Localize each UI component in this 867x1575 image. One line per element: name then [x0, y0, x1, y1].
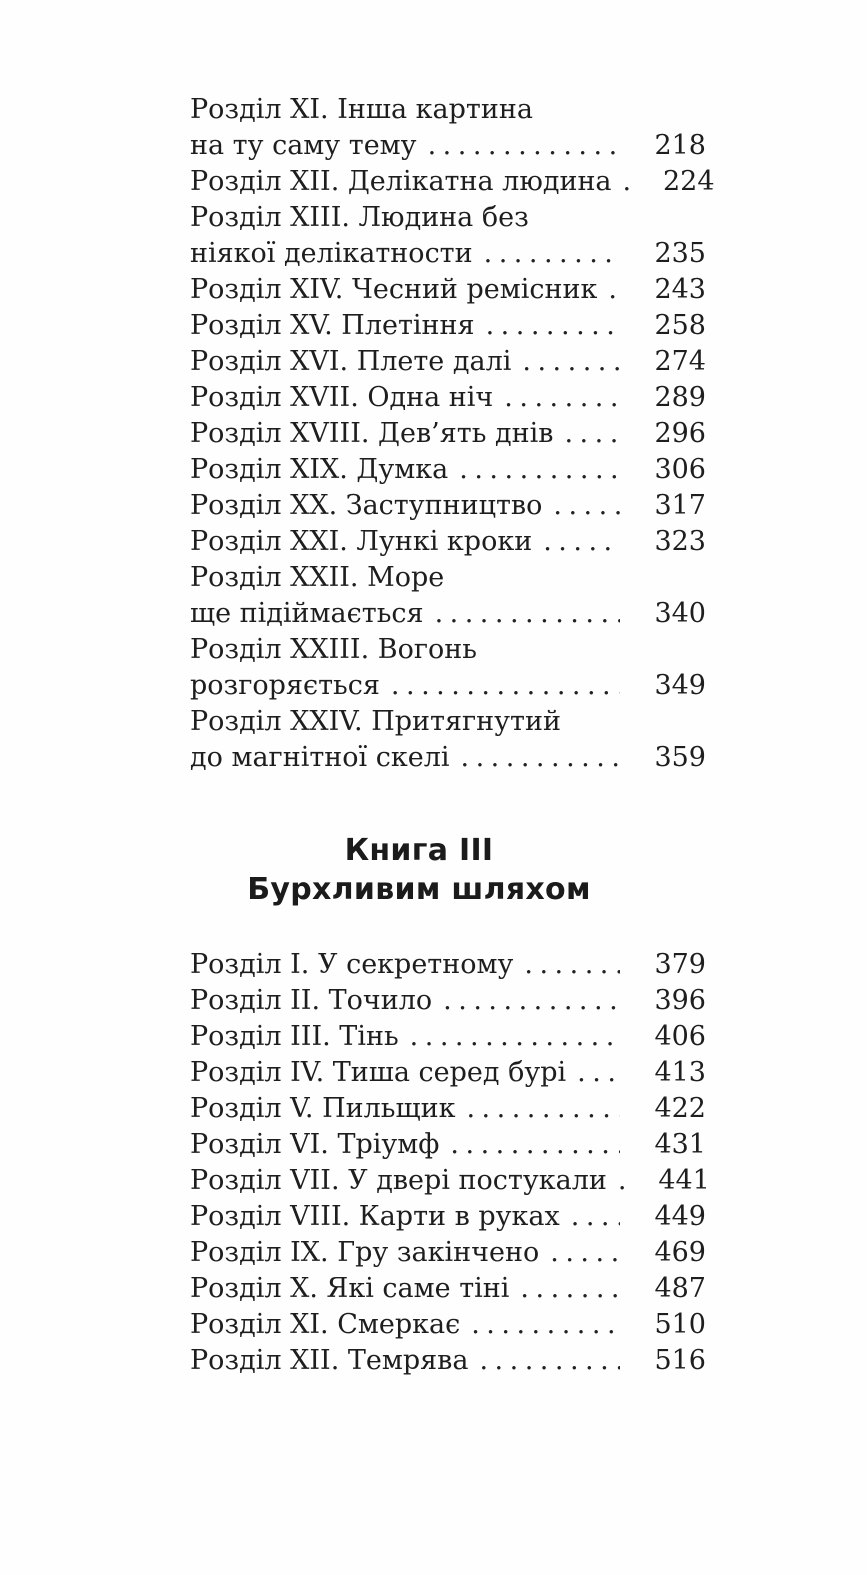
- toc-entry-line: [190, 632, 706, 668]
- toc-entry-line: [190, 1235, 706, 1271]
- toc-entry-line: [190, 947, 706, 983]
- dot-leader: [471, 1307, 620, 1343]
- dot-leader: [504, 380, 620, 416]
- book3-heading-title: Бурхливим шляхом: [247, 872, 591, 907]
- book3-heading-number: Книга III: [344, 833, 494, 868]
- dot-leader: [577, 1055, 620, 1091]
- page-number: 431: [654, 1129, 706, 1160]
- chapter-title: Розділ VI. Тріумф: [190, 1129, 440, 1160]
- dot-leader: [520, 1271, 620, 1307]
- chapter-title: Розділ V. Пильщик: [190, 1093, 456, 1124]
- toc-entry-line: [190, 200, 706, 236]
- dot-leader: [564, 416, 620, 452]
- dot-leader: [522, 344, 620, 380]
- page-number: 258: [654, 310, 706, 341]
- toc-entry-line: [190, 1163, 710, 1199]
- chapter-title: Розділ XI. Інша картина: [190, 94, 533, 125]
- page-number: 422: [654, 1093, 706, 1124]
- chapter-title: розгоряється: [190, 670, 380, 701]
- chapter-title: Розділ XIX. Думка: [190, 454, 449, 485]
- page-number: 441: [658, 1165, 710, 1196]
- dot-leader: [543, 524, 620, 560]
- toc-entry-line: [190, 1271, 706, 1307]
- chapter-title: Розділ X. Які саме тіні: [190, 1273, 510, 1304]
- chapter-title: Розділ XVI. Плете далі: [190, 346, 512, 377]
- toc-entry-line: [190, 344, 706, 380]
- page-number: 317: [654, 490, 706, 521]
- toc-entry-line: [190, 1199, 706, 1235]
- dot-leader: [550, 1235, 620, 1271]
- toc-entry-line: [190, 668, 706, 704]
- chapter-title: Розділ I. У секретному: [190, 949, 514, 980]
- chapter-title: Розділ II. Точило: [190, 985, 433, 1016]
- page-number: 359: [654, 742, 706, 773]
- dot-leader: [391, 668, 620, 704]
- page-number: 323: [654, 526, 706, 557]
- dot-leader: [479, 1343, 620, 1379]
- dot-leader: [623, 164, 629, 200]
- page-number: 274: [654, 346, 706, 377]
- dot-leader: [486, 308, 620, 344]
- dot-leader: [466, 1091, 620, 1127]
- dot-leader: [428, 128, 620, 164]
- chapter-title: Розділ XXII. Море: [190, 562, 445, 593]
- chapter-title: Розділ XXI. Лункі кроки: [190, 526, 533, 557]
- chapter-title: ніякої делікатности: [190, 238, 473, 269]
- page-number: 406: [654, 1021, 706, 1052]
- chapter-title: Розділ XII. Темрява: [190, 1345, 469, 1376]
- toc-entry-line: [190, 1307, 706, 1343]
- toc-entry-line: [190, 164, 715, 200]
- page-number: 340: [654, 598, 706, 629]
- chapter-title: ще підіймається: [190, 598, 424, 629]
- page-number: 296: [654, 418, 706, 449]
- toc-entry-line: [190, 704, 706, 740]
- toc-entry-line: [190, 1055, 706, 1091]
- chapter-title: Розділ XIV. Чесний ремісник: [190, 274, 598, 305]
- page-number: 469: [654, 1237, 706, 1268]
- page-number: 510: [654, 1309, 706, 1340]
- toc-entry-line: [190, 596, 706, 632]
- page-number: 289: [654, 382, 706, 413]
- toc-book3-list: [190, 947, 710, 1379]
- chapter-title: на ту саму тему: [190, 130, 417, 161]
- chapter-title: Розділ XIII. Людина без: [190, 202, 529, 233]
- dot-leader: [443, 983, 620, 1019]
- toc-entry-line: [190, 983, 706, 1019]
- dot-leader: [524, 947, 620, 983]
- chapter-title: Розділ VII. У двері постукали: [190, 1165, 607, 1196]
- dot-leader: [484, 236, 620, 272]
- dot-leader: [553, 488, 620, 524]
- page-number: 413: [654, 1057, 706, 1088]
- chapter-title: Розділ XVII. Одна ніч: [190, 382, 494, 413]
- toc-entry-line: [190, 416, 706, 452]
- chapter-title: Розділ XXIII. Вогонь: [190, 634, 477, 665]
- toc-entry-line: [190, 524, 706, 560]
- toc-page: [190, 92, 715, 1379]
- toc-entry-line: [190, 1019, 706, 1055]
- dot-leader: [461, 740, 620, 776]
- chapter-title: Розділ VIII. Карти в руках: [190, 1201, 560, 1232]
- toc-entry-line: [190, 1091, 706, 1127]
- chapter-title: Розділ XVIII. Дев’ять днів: [190, 418, 554, 449]
- chapter-title: до магнітної скелі: [190, 742, 450, 773]
- page-number: 243: [654, 274, 706, 305]
- toc-entry-line: [190, 452, 706, 488]
- toc-entry-line: [190, 488, 706, 524]
- toc-entry-line: [190, 1343, 706, 1379]
- dot-leader: [459, 452, 620, 488]
- toc-entry-line: [190, 308, 706, 344]
- chapter-title: Розділ XXIV. Притягнутий: [190, 706, 561, 737]
- dot-leader: [618, 1163, 624, 1199]
- toc-book2-list: [190, 92, 715, 776]
- chapter-title: Розділ III. Тінь: [190, 1021, 399, 1052]
- toc-entry-line: [190, 128, 706, 164]
- chapter-title: Розділ XX. Заступництво: [190, 490, 543, 521]
- page-number: 235: [654, 238, 706, 269]
- chapter-title: Розділ IX. Гру закінчено: [190, 1237, 540, 1268]
- toc-entry-line: [190, 92, 706, 128]
- page-number: 349: [654, 670, 706, 701]
- page-number: 449: [654, 1201, 706, 1232]
- chapter-title: Розділ XII. Делікатна людина: [190, 166, 612, 197]
- toc-entry-line: [190, 560, 706, 596]
- page-number: 516: [654, 1345, 706, 1376]
- toc-entry-line: [190, 1127, 706, 1163]
- chapter-title: Розділ XI. Смеркає: [190, 1309, 461, 1340]
- page-number: 396: [654, 985, 706, 1016]
- dot-leader: [608, 272, 620, 308]
- page-number: 379: [654, 949, 706, 980]
- dot-leader: [435, 596, 620, 632]
- chapter-title: Розділ XV. Плетіння: [190, 310, 475, 341]
- dot-leader: [571, 1199, 620, 1235]
- toc-entry-line: [190, 236, 706, 272]
- page-number: 487: [654, 1273, 706, 1304]
- toc-entry-line: [190, 380, 706, 416]
- chapter-title: Розділ IV. Тиша серед бурі: [190, 1057, 567, 1088]
- toc-entry-line: [190, 272, 706, 308]
- page-number: 224: [663, 166, 715, 197]
- page-number: 306: [654, 454, 706, 485]
- toc-entry-line: [190, 740, 706, 776]
- dot-leader: [410, 1019, 620, 1055]
- dot-leader: [450, 1127, 620, 1163]
- book3-heading: [190, 831, 648, 909]
- page-number: 218: [654, 130, 706, 161]
